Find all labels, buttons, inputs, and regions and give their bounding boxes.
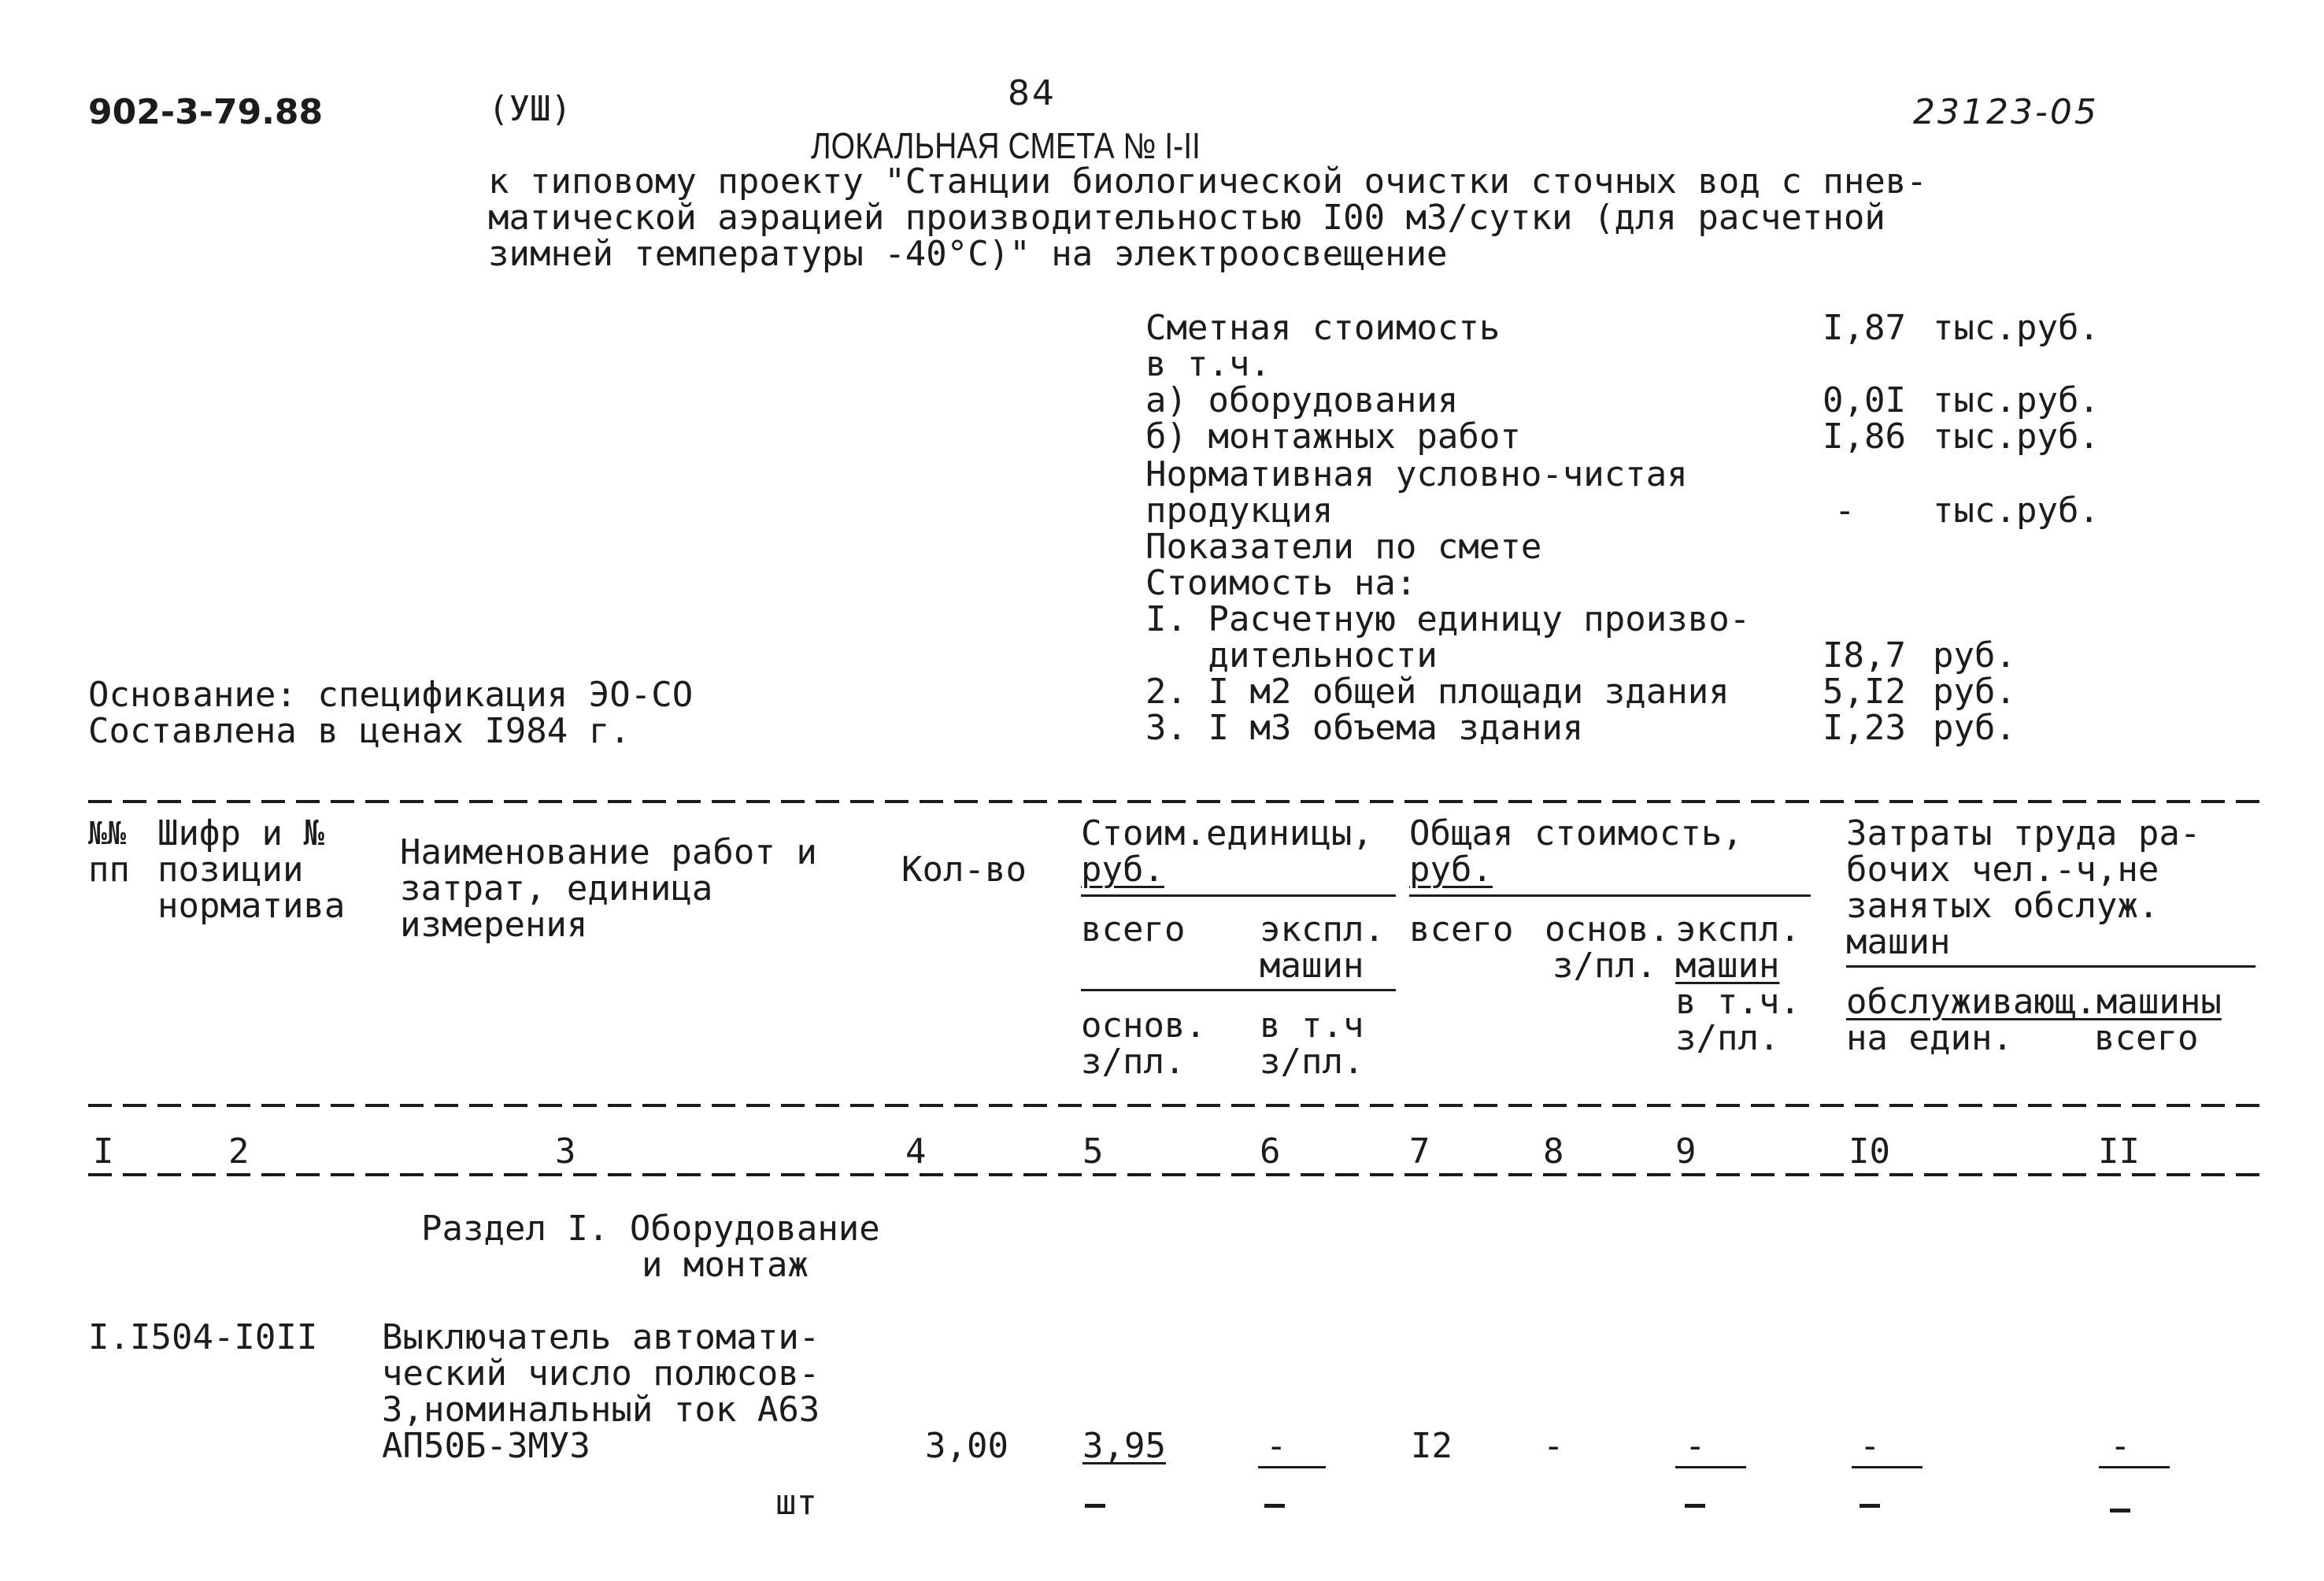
row-name-line: ческий число полюсов- <box>382 1353 820 1394</box>
row-unit-machine-rule <box>1258 1466 1326 1468</box>
header-total-cost-rub: руб. <box>1409 850 1493 890</box>
summary-label: 3. I м3 объема здания <box>1145 708 1584 748</box>
column-number: 8 <box>1543 1131 1564 1172</box>
header-unit-cost-rule <box>1081 894 1396 897</box>
header-col8-zpl: з/пл. <box>1552 946 1657 986</box>
document-code: 902-3-79.88 <box>88 92 324 132</box>
summary-label: дительности <box>1145 635 1438 676</box>
row-code: I.I504-I0II <box>88 1317 318 1357</box>
row-dash-mark <box>2110 1509 2130 1513</box>
summary-label: продукция <box>1145 491 1334 531</box>
row-name-line: Выключатель автомати- <box>382 1317 820 1357</box>
price-basis: Составлена в ценах I984 г. <box>88 711 631 751</box>
header-service-machines: обслуживающ.машины <box>1846 982 2222 1022</box>
header-col9-vtch: в т.ч. <box>1675 982 1800 1022</box>
row-dash-mark <box>1685 1504 1705 1508</box>
summary-unit: руб. <box>1933 708 2016 748</box>
header-col9-zpl: з/пл. <box>1675 1018 1780 1058</box>
row-name-line: АП50Б-ЗМУЗ <box>382 1426 590 1466</box>
column-number: I0 <box>1848 1131 1890 1172</box>
header-col8-osnov: основ. <box>1545 909 1670 950</box>
summary-value: I,23 <box>1823 708 1906 748</box>
header-col3-a: Наименование работ и <box>400 832 817 872</box>
row-labor-total: - <box>2110 1426 2131 1466</box>
row-total-machine: - <box>1685 1426 1706 1466</box>
summary-label: Сметная стоимость <box>1145 308 1501 348</box>
header-col5-6-rule <box>1081 989 1396 991</box>
estimate-title: ЛОКАЛЬНАЯ СМЕТА № I-II <box>811 125 1201 166</box>
row-unit-cost-machine: - <box>1266 1426 1287 1466</box>
column-number: 4 <box>905 1131 927 1172</box>
header-col9-ekspl: экспл. <box>1675 909 1800 950</box>
row-labor-total-rule <box>2099 1466 2170 1468</box>
header-labor-b: бочих чел.-ч,не <box>1846 850 2159 890</box>
summary-label: б) монтажных работ <box>1145 417 1521 457</box>
summary-unit: тыс.руб. <box>1933 491 2100 531</box>
row-unit-cost-total: 3,95 <box>1082 1426 1166 1466</box>
row-dash-mark <box>1085 1504 1105 1508</box>
summary-label: Нормативная условно-чистая <box>1145 454 1688 494</box>
header-col2-b: позиции <box>157 850 304 890</box>
summary-label: а) оборудования <box>1145 380 1459 420</box>
row-total-machine-rule <box>1675 1466 1746 1468</box>
header-unit-cost: Стоим.единицы, <box>1081 813 1373 853</box>
row-unit: шт <box>775 1483 817 1523</box>
column-number: II <box>2098 1131 2140 1172</box>
row-dash-mark <box>1264 1504 1285 1508</box>
header-col2-a: Шифр и № <box>157 813 324 853</box>
row-name-line: 3,номинальный ток А63 <box>382 1390 820 1430</box>
summary-value: 0,0I <box>1823 380 1906 420</box>
row-total-base-wage: - <box>1543 1426 1564 1466</box>
table-top-rule <box>88 800 2259 803</box>
column-number: I <box>93 1131 114 1172</box>
row-labor-per-unit: - <box>1860 1426 1881 1466</box>
header-col6-mashin: машин <box>1260 946 1364 986</box>
summary-value: I,86 <box>1823 417 1906 457</box>
header-bottom-rule <box>88 1104 2259 1107</box>
summary-label: Стоимость на: <box>1145 563 1417 603</box>
header-col6-ekspl: экспл. <box>1260 909 1385 950</box>
header-quantity: Кол-во <box>901 850 1027 890</box>
column-numbers-rule <box>88 1173 2259 1176</box>
header-col1-a: №№ <box>88 816 127 852</box>
section-title: Раздел I. Оборудование <box>421 1209 880 1249</box>
header-labor-rule <box>1846 965 2256 968</box>
summary-unit: тыс.руб. <box>1933 308 2100 348</box>
column-number: 3 <box>555 1131 576 1172</box>
header-col11-total: всего <box>2094 1018 2199 1058</box>
header-col9-mashin: машин <box>1675 946 1780 986</box>
header-col6-zpl: з/пл. <box>1260 1042 1364 1082</box>
header-col5-osnov: основ. <box>1081 1005 1206 1046</box>
summary-label: 2. I м2 общей площади здания <box>1145 672 1730 712</box>
project-description-line-3: зимней температуры -40°С)" на электроосвещение <box>488 234 1448 274</box>
row-quantity: 3,00 <box>925 1426 1008 1466</box>
page-number: 84 <box>1008 73 1057 113</box>
project-description-line-2: матической аэрацией производительностью I00 мЗ/сутки (для расчетной <box>488 198 1885 238</box>
header-col1-b: пп <box>88 850 130 890</box>
summary-label: Показатели по смете <box>1145 527 1542 567</box>
summary-unit: тыс.руб. <box>1933 417 2100 457</box>
header-total-cost: Общая стоимость, <box>1409 813 1743 853</box>
summary-value: - <box>1834 491 1856 531</box>
row-labor-per-unit-rule <box>1852 1466 1922 1468</box>
summary-unit: тыс.руб. <box>1933 380 2100 420</box>
column-number: 6 <box>1260 1131 1281 1172</box>
column-number: 2 <box>228 1131 250 1172</box>
summary-value: I,87 <box>1823 308 1906 348</box>
summary-unit: руб. <box>1933 672 2016 712</box>
header-col2-c: норматива <box>157 886 346 926</box>
header-per-unit: на един. <box>1846 1018 2013 1058</box>
summary-label: в т.ч. <box>1145 344 1271 384</box>
summary-label: I. Расчетную единицу произво- <box>1145 599 1751 639</box>
section-title-continued: и монтаж <box>642 1245 809 1285</box>
header-col7-total: всего <box>1409 909 1514 950</box>
summary-value: 5,I2 <box>1823 672 1906 712</box>
summary-value: I8,7 <box>1823 635 1906 676</box>
basis-specification: Основание: спецификация ЭО-СО <box>88 675 694 715</box>
row-dash-mark <box>1860 1504 1880 1508</box>
column-number: 5 <box>1082 1131 1104 1172</box>
project-description-line-1: к типовому проекту "Станции биологической очистки сточных вод с пнев- <box>488 161 1927 202</box>
header-unit-cost-rub: руб. <box>1081 850 1164 890</box>
volume-label: (УШ) <box>488 89 572 129</box>
header-col6-vtch: в т.ч <box>1260 1005 1364 1046</box>
header-col3-b: затрат, единица <box>400 868 713 909</box>
header-col5-total: всего <box>1081 909 1186 950</box>
summary-unit: руб. <box>1933 635 2016 676</box>
header-labor-d: машин <box>1846 922 1951 962</box>
header-total-cost-rule <box>1409 894 1811 897</box>
header-col5-zpl: з/пл. <box>1081 1042 1186 1082</box>
header-labor-c: занятых обслуж. <box>1846 886 2159 926</box>
inventory-number: 23123-05 <box>1913 92 2099 132</box>
row-total-cost: I2 <box>1411 1426 1452 1466</box>
header-col3-c: измерения <box>400 905 588 945</box>
column-number: 7 <box>1409 1131 1430 1172</box>
column-number: 9 <box>1675 1131 1697 1172</box>
header-labor-a: Затраты труда ра- <box>1846 813 2201 853</box>
